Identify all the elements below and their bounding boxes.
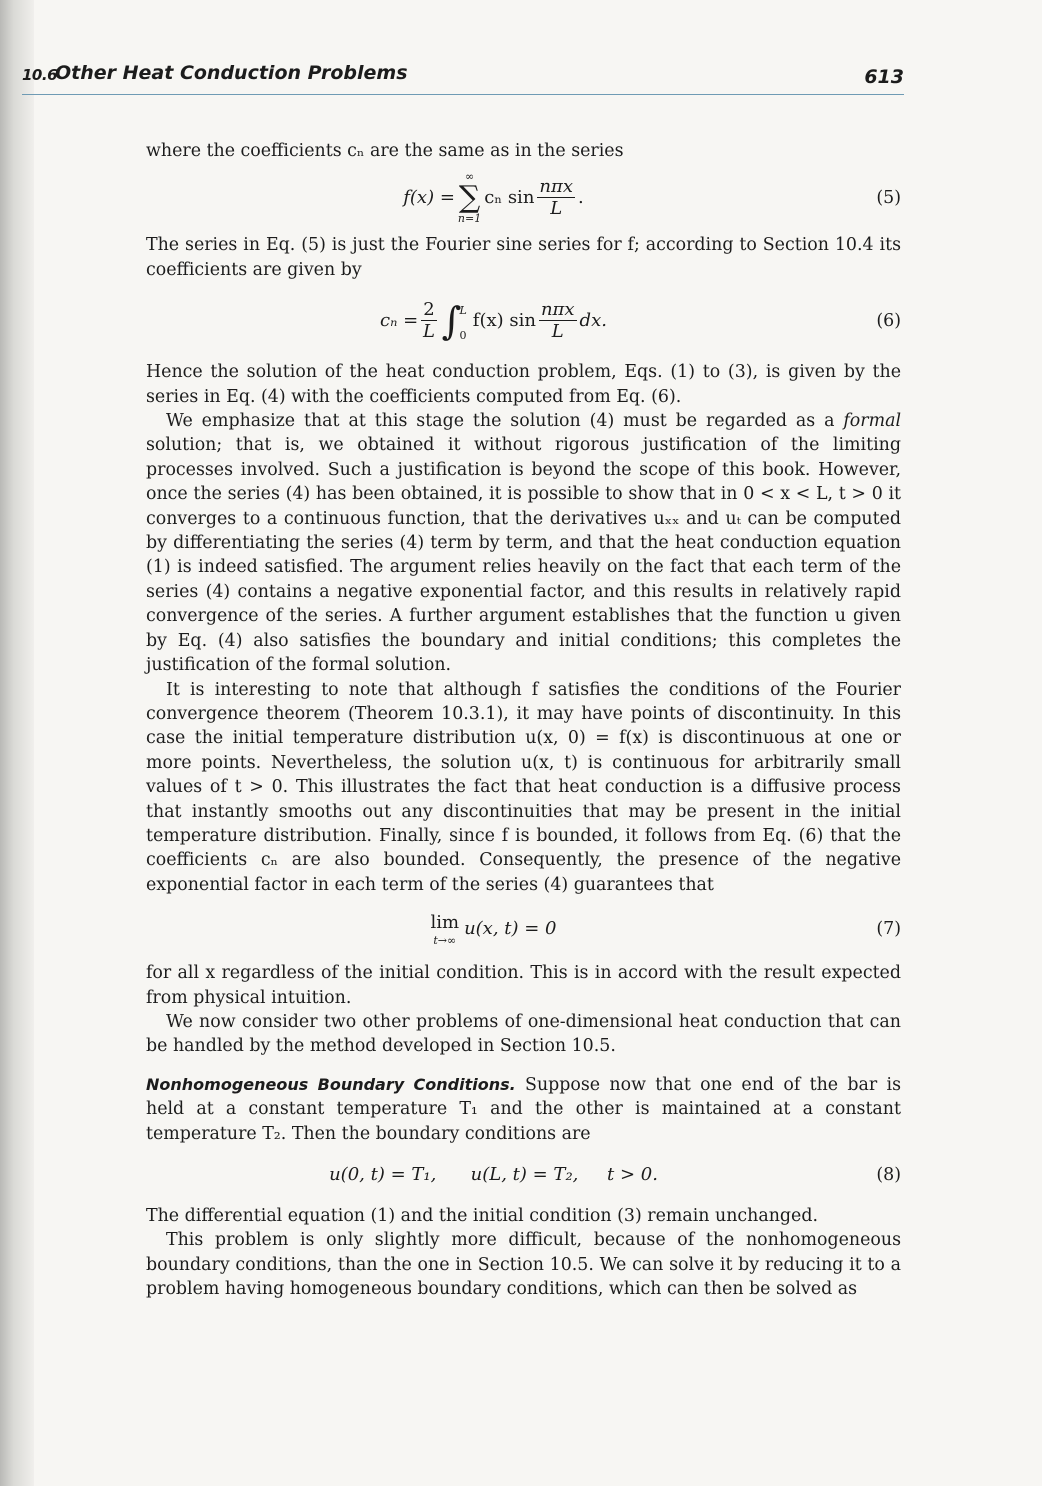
running-header (22, 62, 904, 95)
paragraph-other-problems: We now consider two other problems of one-dimensional heat conduction that can be handled by the method developed in Section 10.5. (146, 1011, 901, 1057)
section-number: 10.6 (22, 66, 58, 84)
eq7-body: u(x, t) = 0 (464, 917, 557, 939)
eq8-body: u(0, t) = T₁, u(L, t) = T₂, t > 0. (329, 1163, 658, 1185)
eq6-integrand: f(x) sin (472, 310, 536, 332)
p4-rest: solution; that is, we obtained it without rigorous justification of the limiting processes involved. Such a justification is beyond the scope of this book. However, once the series (4) has been obtained, it is possible to show that in 0 < x < L, t > 0 it converges to a continuous function, that the derivatives uₓₓ and uₜ can be computed by differentiating the series (4) term by term, and that the heat conduction equation (1) is indeed satisfied. The argument relies heavily on the fact that each term of the series (4) contains a negative exponential factor, and this results in relatively rapid convergence of the series. A further argument establishes that the function u given by Eq. (4) also satisfies the boundary and initial conditions; this completes the justification of the formal solution. (146, 435, 901, 676)
eq5-number: (5) (876, 188, 901, 209)
eq6-fraction-2 (539, 300, 577, 342)
eq6-integral (442, 299, 467, 343)
eq5-denominator: L (550, 198, 563, 220)
eq6-integral-symbol: ∫ (441, 299, 462, 344)
eq6-integral-lower: 0 (459, 328, 467, 342)
eq7-limit (430, 911, 459, 947)
equation-5 (146, 169, 901, 227)
equation-7 (146, 903, 901, 955)
eq7-lim-word: lim (430, 911, 460, 933)
eq6-number: (6) (876, 311, 901, 332)
paragraph-unchanged: The differential equation (1) and the initial condition (3) remain unchanged. (146, 1206, 819, 1226)
paragraph-fourier-sine: The series in Eq. (5) is just the Fourier sine series for f; according to Section 10.4 its coefficients are given by (146, 235, 901, 280)
eq6-lhs: cₙ = (380, 310, 419, 332)
p4-emphasis: formal (843, 411, 901, 432)
eq7-number: (7) (876, 918, 901, 939)
paragraph-formal-solution (146, 409, 901, 677)
p8-body: Suppose now that one end of the bar is held at a constant temperature T₁ and the other is maintained at a constant temperature T₂. Then the boundary conditions are (146, 1074, 901, 1144)
eq7-lim-sub: t→∞ (433, 934, 457, 948)
p4-start: We emphasize that at this stage the solution (4) must be regarded as a (166, 411, 844, 432)
section-title: Other Heat Conduction Problems (55, 62, 408, 84)
eq5-sum-symbol: ∑ (458, 180, 481, 216)
eq6-denominator-2: L (551, 321, 564, 343)
page-binding-edge (0, 0, 34, 1486)
eq5-term: cₙ sin (484, 187, 535, 209)
equation-8 (146, 1152, 901, 1198)
paragraph-solution: Hence the solution of the heat conduction problem, Eqs. (1) to (3), is given by the series in Eq. (4) with the coefficients computed from Eq. (6). (146, 362, 901, 407)
eq6-denominator: L (422, 321, 435, 343)
eq6-fraction (421, 300, 436, 342)
page-number: 613 (864, 66, 904, 88)
paragraph-intro: where the coefficients cₙ are the same as in the series (146, 141, 624, 161)
eq6-integral-upper: L (459, 304, 467, 318)
paragraph-discontinuity: It is interesting to note that although f satisfies the conditions of the Fourier convergence theorem (Theorem 10.3.1), it may have points of discontinuity. In this case the initial temperature distribution u(x, 0) = f(x) is discontinuous at one or more points. Nevertheless, the solution u(x, t) is continuous for arbitrarily small values of t > 0. This illustrates the fact that heat conduction is a diffusive process that instantly smooths out any discontinuities that may be present in the initial temperature distribution. Finally, since f is bounded, it follows from Eq. (6) that the coefficients cₙ are also bounded. Consequently, the presence of the negative exponential factor in each term of the series (4) guarantees that (146, 679, 901, 895)
eq6-numerator-2: nπx (540, 299, 575, 321)
eq5-tail: . (578, 187, 584, 209)
paragraph-reduction: This problem is only slightly more difficult, because of the nonhomogeneous boundary conditions, than the one in Section 10.5. We can solve it by reducing it to a problem having homogeneous boundary conditions, which can then be solved as (146, 1230, 901, 1300)
eq6-numerator: 2 (423, 299, 435, 321)
eq8-number: (8) (876, 1164, 901, 1185)
equation-6 (146, 288, 901, 354)
eq5-lhs: f(x) = (403, 187, 455, 209)
subsection-heading: Nonhomogeneous Boundary Conditions. (146, 1074, 516, 1094)
eq5-sum-lower: n=1 (457, 212, 482, 226)
page-body (146, 139, 901, 1302)
eq5-numerator: nπx (539, 176, 573, 198)
eq6-tail: dx. (579, 310, 607, 332)
paragraph-all-x: for all x regardless of the initial condition. This is in accord with the result expected from physical intuition. (146, 963, 901, 1008)
paragraph-nonhomogeneous (146, 1073, 901, 1146)
eq5-fraction (537, 177, 575, 219)
eq5-sum (458, 171, 481, 225)
eq5-sum-upper: ∞ (464, 170, 475, 184)
